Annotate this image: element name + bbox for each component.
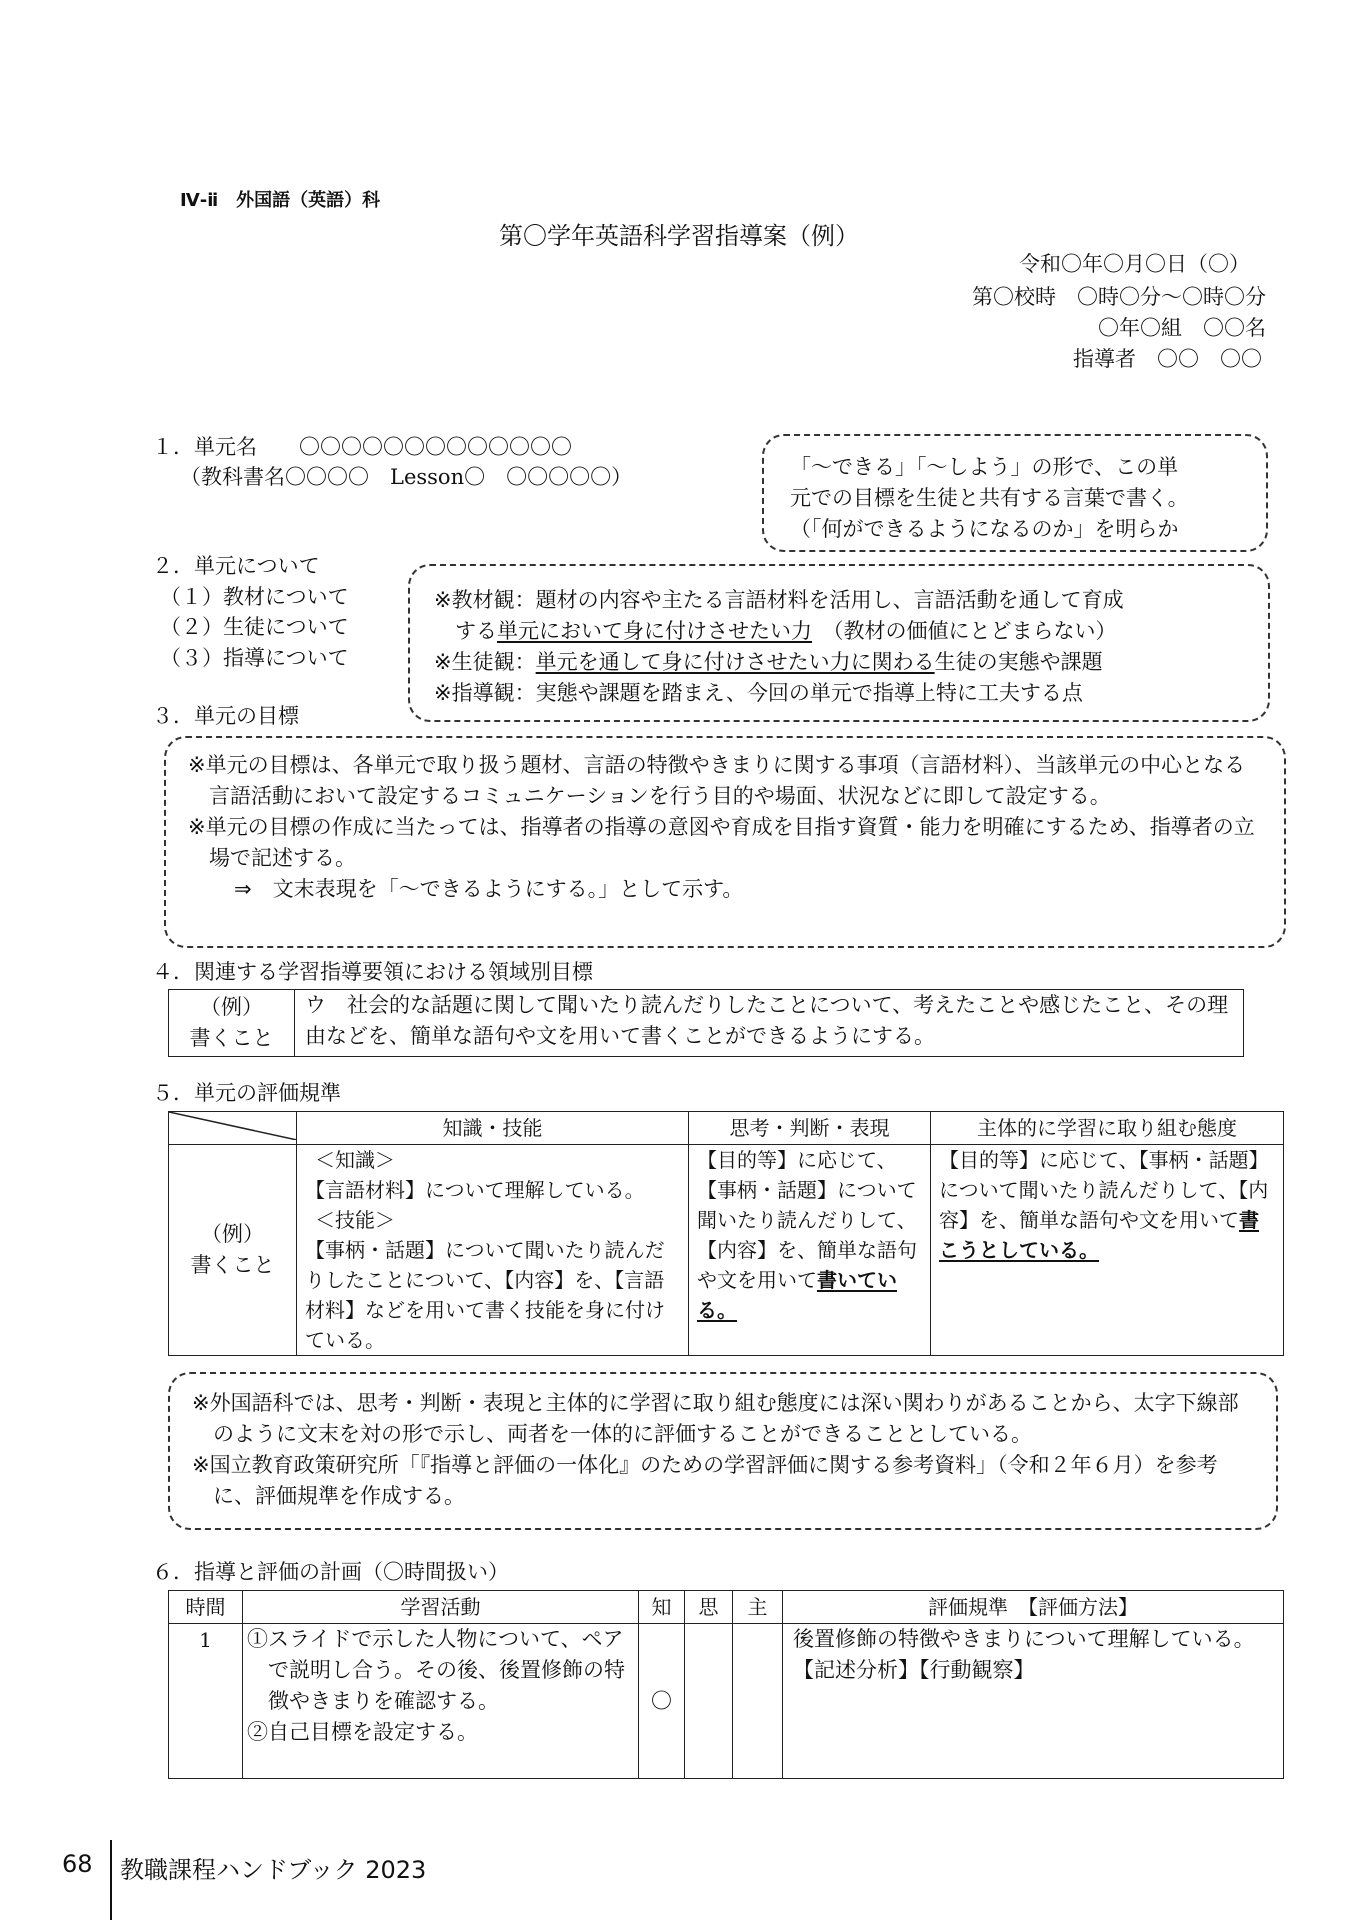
- s2-note-line: ※指導観：実態や課題を踏まえ、今回の単元で指導上特に工夫する点: [434, 681, 1083, 705]
- s2-heading: ２．単元について: [152, 554, 320, 578]
- s6-header: 時間: [169, 1591, 243, 1624]
- s4-table: [168, 989, 1244, 1057]
- s1-note-box: [762, 434, 1268, 552]
- s6-activity-cell: [243, 1624, 639, 1779]
- s5-note-box: [168, 1372, 1278, 1530]
- s4-heading: ４．関連する学習指導要領における領域別目標: [152, 960, 593, 984]
- s2-note-line: ※教材観：題材の内容や主たる言語材料を活用し、言語活動を通して育成: [434, 588, 1124, 612]
- s1-note-line: 元での目標を生徒と共有する言葉で書く。: [790, 486, 1189, 510]
- s5-note-para: ※外国語科では、思考・判断・表現と主体的に学習に取り組む態度には深い関わりがあることから、太字下線部のように文末を対の形で示し、両者を一体的に評価することができることとしている。: [192, 1391, 1239, 1446]
- diagonal-line-icon: [169, 1112, 296, 1140]
- s5-attitude-cell: [931, 1145, 1284, 1356]
- s5-thinking-bold: 書いている。: [697, 1268, 897, 1322]
- s6-header: 主: [733, 1591, 783, 1624]
- s5-header: 主体的に学習に取り組む態度: [931, 1112, 1284, 1145]
- s6-shi: [685, 1624, 733, 1779]
- s1-textbook: （教科書名〇〇〇〇 Lesson〇 〇〇〇〇〇）: [180, 465, 633, 489]
- period: 第〇校時 〇時〇分～〇時〇分: [972, 285, 1266, 309]
- s3-note-box: [164, 736, 1286, 948]
- s2-note-text: する: [455, 619, 497, 643]
- s5-attitude-bold: 書こうとしている。: [939, 1208, 1259, 1262]
- s5-corner-cell: [169, 1112, 297, 1145]
- s4-text: ウ 社会的な話題に関して聞いたり読んだりしたことについて、考えたことや感じたこと、その理由などを、簡単な語句や文を用いて書くことができるようにする。: [295, 990, 1244, 1057]
- s6-header: 知: [639, 1591, 685, 1624]
- s2-note-line: [434, 616, 1268, 647]
- s4-label: [169, 990, 295, 1057]
- s2-item: （２）生徒について: [160, 615, 349, 639]
- teacher: 指導者 〇〇 〇〇: [1073, 347, 1262, 371]
- s5-thinking-cell: [689, 1145, 931, 1356]
- s5-label-2: 書くこと: [190, 1253, 275, 1277]
- footer-book-title: 教職課程ハンドブック 2023: [120, 1856, 427, 1884]
- page-title: 第〇学年英語科学習指導案（例）: [499, 222, 859, 250]
- s3-note-para: ※単元の目標は、各単元で取り扱う題材、言語の特徴やきまりに関する事項（言語材料）、当該単元の中心となる言語活動において設定するコミュニケーションを行う目的や場面、状況などに即して設定する。: [188, 753, 1246, 808]
- s5-heading: ５．単元の評価規準: [152, 1081, 341, 1105]
- s4-label-1: （例）: [200, 995, 263, 1019]
- s5-thinking-text: 【目的等】に応じて、【事柄・話題】について聞いたり読んだりして、【内容】を、簡単な語句や文を用いて: [697, 1148, 917, 1292]
- s2-note-text: （教材の価値にとどまらない）: [812, 619, 1117, 643]
- s2-note-text: ※生徒観：: [434, 650, 536, 674]
- s6-criteria: 後置修飾の特徴やきまりについて理解している。【記述分析】【行動観察】: [783, 1624, 1284, 1779]
- table-row: [169, 990, 1244, 1057]
- s6-activity: ②自己目標を設定する。: [247, 1720, 478, 1744]
- s2-note-underline: 単元を通して身に付けさせたい力に関わる: [535, 650, 935, 674]
- s1-note-line: 「～できる」「～しよう」の形で、この単: [790, 455, 1179, 479]
- s3-heading: ３．単元の目標: [152, 704, 299, 728]
- footer-divider: [110, 1840, 112, 1920]
- s2-item: （１）教材について: [160, 585, 349, 609]
- s5-knowledge-line: ＜技能＞: [315, 1208, 395, 1232]
- page-number: 68: [62, 1850, 93, 1878]
- table-row: [169, 1112, 1284, 1145]
- s1-heading: １．単元名 〇〇〇〇〇〇〇〇〇〇〇〇〇: [152, 435, 572, 459]
- s5-knowledge-line: 【事柄・話題】について聞いたり読んだりしたことについて、【内容】を、【言語材料】などを用いて書く技能を身に付けている。: [305, 1238, 665, 1352]
- class-info: 〇年〇組 〇〇名: [1098, 316, 1266, 340]
- s5-attitude-text: 【目的等】に応じて、【事柄・話題】について聞いたり読んだりして、【内容】を、簡単な語句や文を用いて: [939, 1148, 1269, 1232]
- s5-label-1: （例）: [201, 1222, 264, 1246]
- s6-time: 1: [169, 1624, 243, 1779]
- s3-note-arrow: ⇒ 文末表現を「～できるようにする。」として示す。: [234, 877, 744, 901]
- s6-header: 学習活動: [243, 1591, 639, 1624]
- s6-chi: 〇: [639, 1624, 685, 1779]
- section-label: Ⅳ-ⅱ 外国語（英語）科: [180, 190, 381, 211]
- s5-knowledge-line: 【言語材料】について理解している。: [305, 1178, 645, 1202]
- s5-note-para: ※国立教育政策研究所「『指導と評価の一体化』のための学習評価に関する参考資料」（令和２年６月）を参考に、評価規準を作成する。: [192, 1453, 1218, 1508]
- date: 令和〇年〇月〇日（〇）: [1019, 252, 1250, 276]
- s5-knowledge-line: ＜知識＞: [315, 1148, 395, 1172]
- s6-shu: [733, 1624, 783, 1779]
- s2-note-line: [434, 647, 1268, 678]
- s2-note-underline: 単元において身に付けさせたい力: [497, 619, 812, 643]
- s5-header: 思考・判断・表現: [689, 1112, 931, 1145]
- s6-header: 評価規準 【評価方法】: [783, 1591, 1284, 1624]
- s6-heading: ６．指導と評価の計画（〇時間扱い）: [152, 1560, 509, 1584]
- s2-note-box: [408, 564, 1270, 722]
- table-row: [169, 1624, 1284, 1779]
- s6-activity: ①スライドで示した人物について、ペアで説明し合う。その後、後置修飾の特徴やきまりを確認する。: [247, 1627, 625, 1713]
- table-row: [169, 1591, 1284, 1624]
- s4-label-2: 書くこと: [189, 1026, 274, 1050]
- s5-table: [168, 1111, 1284, 1356]
- s2-item: （３）指導について: [160, 646, 349, 670]
- s1-note-line: （「何ができるようになるのか」を明らか: [790, 517, 1179, 541]
- s5-label: [169, 1145, 297, 1356]
- table-row: [169, 1145, 1284, 1356]
- s6-header: 思: [685, 1591, 733, 1624]
- s2-note-text: 生徒の実態や課題: [934, 650, 1103, 674]
- s6-table: [168, 1590, 1284, 1779]
- s5-knowledge-cell: [297, 1145, 689, 1356]
- s3-note-para: ※単元の目標の作成に当たっては、指導者の指導の意図や育成を目指す資質・能力を明確にするため、指導者の立場で記述する。: [188, 815, 1255, 870]
- s5-header: 知識・技能: [297, 1112, 689, 1145]
